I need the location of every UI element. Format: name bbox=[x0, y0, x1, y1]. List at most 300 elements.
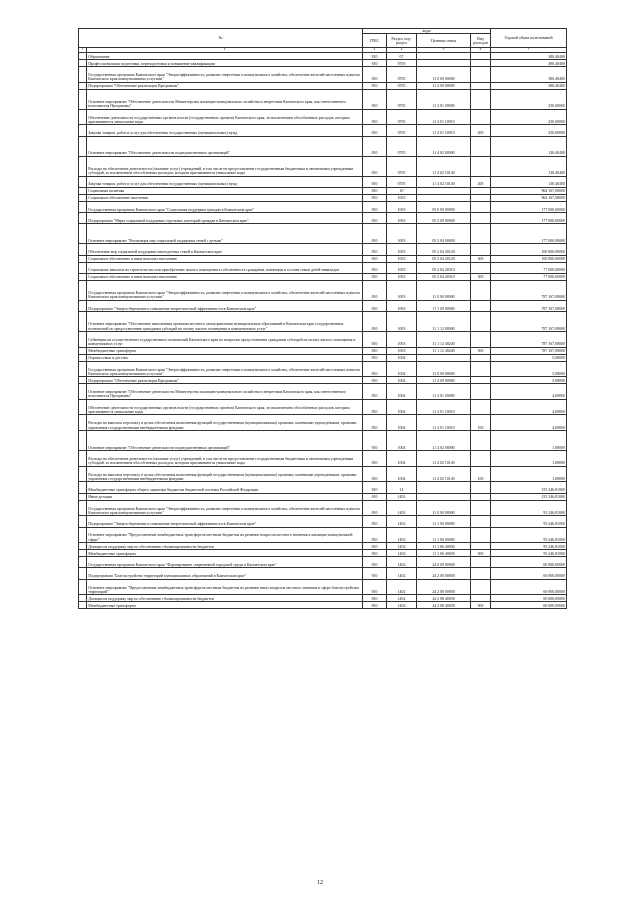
row-section: 1402 bbox=[387, 516, 417, 527]
row-amount: 250,00000 bbox=[491, 89, 567, 109]
row-index bbox=[79, 500, 87, 516]
col-num-2: 4 bbox=[87, 48, 363, 53]
row-name: Обеспечение мер социальной поддержки многодетных семей в Камчатском крае bbox=[87, 244, 363, 255]
row-amount: 1,08000 bbox=[491, 451, 567, 467]
row-section: 1402 bbox=[387, 527, 417, 543]
row-target: 11 1 00 00000 bbox=[417, 300, 471, 311]
row-target: 11 0 00 00000 bbox=[417, 361, 471, 377]
budget-table-page bbox=[78, 28, 566, 609]
row-vid bbox=[471, 262, 491, 273]
row-grbs: 810 bbox=[363, 125, 387, 136]
row-section: 1003 bbox=[387, 201, 417, 212]
row-amount: 964 167,08000 bbox=[491, 187, 567, 194]
row-vid bbox=[471, 543, 491, 550]
row-amount: 130,40400 bbox=[491, 136, 567, 156]
row-amount: 177 000,00000 bbox=[491, 201, 567, 212]
row-target: 05 2 04 00000 bbox=[417, 224, 471, 244]
row-grbs: 810 bbox=[363, 557, 387, 568]
table-row bbox=[79, 312, 567, 332]
row-target: 11 4 02 10140 bbox=[417, 466, 471, 482]
row-target: 05 2 04 20120 bbox=[417, 244, 471, 255]
row-index bbox=[79, 602, 87, 609]
row-name: Образование bbox=[87, 53, 363, 60]
table-row bbox=[79, 557, 567, 568]
col-num-6: 6 bbox=[471, 48, 491, 53]
table-row bbox=[79, 109, 567, 125]
table-row bbox=[79, 156, 567, 176]
row-section: 0705 bbox=[387, 136, 417, 156]
row-target: 05 2 04 20310 bbox=[417, 273, 471, 280]
table-row bbox=[79, 125, 567, 136]
row-target bbox=[417, 482, 471, 493]
row-amount: 964 167,08000 bbox=[491, 194, 567, 201]
table-row bbox=[79, 415, 567, 431]
row-section: 1003 bbox=[387, 347, 417, 354]
row-section: 1004 bbox=[387, 399, 417, 415]
row-name: Подпрограмма "Обеспечение реализации Программы" bbox=[87, 377, 363, 384]
row-index bbox=[79, 109, 87, 125]
row-grbs: 810 bbox=[363, 262, 387, 273]
row-amount: 787 167,08000 bbox=[491, 280, 567, 300]
row-amount: 155 246,81000 bbox=[491, 493, 567, 500]
row-index bbox=[79, 332, 87, 348]
row-name: Обеспечение деятельности государственных органов власти (государственных органов) Камчатского края, за исключением обособленных расходов, которым присваиваются уникальные коды bbox=[87, 399, 363, 415]
row-index bbox=[79, 244, 87, 255]
row-vid: 200 bbox=[471, 176, 491, 187]
table-body bbox=[79, 53, 567, 609]
row-vid bbox=[471, 82, 491, 89]
row-amount: 250,00000 bbox=[491, 125, 567, 136]
row-name: Закупка товаров, работ и услуг для обеспечения государственных (муниципальных) нужд bbox=[87, 125, 363, 136]
row-section: 1402 bbox=[387, 493, 417, 500]
row-name: Государственная программа Камчатского края "Социальная поддержка граждан в Камчатском крае" bbox=[87, 201, 363, 212]
row-vid bbox=[471, 482, 491, 493]
row-vid bbox=[471, 156, 491, 176]
row-name: Дотации на поддержку мер по обеспечению сбалансированности бюджетов bbox=[87, 595, 363, 602]
row-vid bbox=[471, 244, 491, 255]
row-grbs: 810 bbox=[363, 89, 387, 109]
row-vid: 200 bbox=[471, 125, 491, 136]
row-section: 1402 bbox=[387, 602, 417, 609]
table-row bbox=[79, 361, 567, 377]
row-section: 1004 bbox=[387, 361, 417, 377]
row-amount: 130,40400 bbox=[491, 156, 567, 176]
row-index bbox=[79, 451, 87, 467]
row-grbs: 810 bbox=[363, 244, 387, 255]
row-name: Расходы на выплаты персоналу в целях обеспечения выполнения функций государственными (муниципальными) органами, казенными учреждениями, органами управления государственными внебюджетными фондами bbox=[87, 466, 363, 482]
row-index bbox=[79, 82, 87, 89]
row-grbs: 810 bbox=[363, 224, 387, 244]
row-index bbox=[79, 516, 87, 527]
row-target bbox=[417, 53, 471, 60]
row-section: 07 bbox=[387, 53, 417, 60]
row-name: Подпрограмма "Благоустройство территорий муниципальных образований в Камчатском крае" bbox=[87, 568, 363, 579]
row-grbs: 810 bbox=[363, 516, 387, 527]
row-index bbox=[79, 543, 87, 550]
row-section: 1402 bbox=[387, 557, 417, 568]
row-vid bbox=[471, 213, 491, 224]
row-target: 11 4 01 10010 bbox=[417, 125, 471, 136]
row-name: Межбюджетные трансферты общего характера бюджетам бюджетной системы Российской Федерации bbox=[87, 482, 363, 493]
row-section: 1003 bbox=[387, 300, 417, 311]
row-index bbox=[79, 550, 87, 557]
row-index bbox=[79, 595, 87, 602]
row-target: 11 1 12 40240 bbox=[417, 347, 471, 354]
row-vid bbox=[471, 451, 491, 467]
row-amount: 100 000,00000 bbox=[491, 244, 567, 255]
row-target: 05 2 00 00000 bbox=[417, 213, 471, 224]
row-target: 11 1 12 40240 bbox=[417, 332, 471, 348]
row-name: Межбюджетные трансферты bbox=[87, 602, 363, 609]
row-target: 11 4 02 10140 bbox=[417, 176, 471, 187]
row-amount: 1,08000 bbox=[491, 431, 567, 451]
row-index bbox=[79, 53, 87, 60]
table-row bbox=[79, 89, 567, 109]
row-name: Основное мероприятие "Обеспечение деятельности Министерства жилищно-коммунального хозяйства и энергетики Камчатского края, как ответственного исполнителя Программы" bbox=[87, 384, 363, 400]
row-index bbox=[79, 527, 87, 543]
table-row bbox=[79, 136, 567, 156]
row-vid bbox=[471, 595, 491, 602]
table-row bbox=[79, 602, 567, 609]
row-section: 0705 bbox=[387, 82, 417, 89]
table-row bbox=[79, 550, 567, 557]
row-amount: 60 000,00000 bbox=[491, 557, 567, 568]
row-index bbox=[79, 224, 87, 244]
row-target: 11 4 00 00000 bbox=[417, 377, 471, 384]
table-row bbox=[79, 493, 567, 500]
header-codes: коды bbox=[363, 29, 491, 34]
row-grbs: 810 bbox=[363, 156, 387, 176]
row-vid bbox=[471, 431, 491, 451]
row-index bbox=[79, 273, 87, 280]
row-index bbox=[79, 399, 87, 415]
row-section: 1003 bbox=[387, 312, 417, 332]
row-index bbox=[79, 201, 87, 212]
row-amount: 77 000,00000 bbox=[491, 273, 567, 280]
row-target: 11 4 01 10010 bbox=[417, 415, 471, 431]
row-grbs: 810 bbox=[363, 415, 387, 431]
row-grbs: 810 bbox=[363, 377, 387, 384]
row-name: Основное мероприятие "Реализация мер социальной поддержки семей с детьми" bbox=[87, 224, 363, 244]
row-section: 1402 bbox=[387, 543, 417, 550]
table-row bbox=[79, 67, 567, 83]
row-vid: 500 bbox=[471, 550, 491, 557]
row-section: 1003 bbox=[387, 332, 417, 348]
row-grbs: 810 bbox=[363, 201, 387, 212]
row-name: Социальное обеспечение и иные выплаты населению bbox=[87, 255, 363, 262]
row-target: 11 0 00 00000 bbox=[417, 67, 471, 83]
row-name: Подпрограмма "Энергосбережение и повышение энергетической эффективности в Камчатском крае" bbox=[87, 300, 363, 311]
row-amount: 250,00000 bbox=[491, 109, 567, 125]
row-amount: 380,40400 bbox=[491, 67, 567, 83]
row-target: 24 2 08 00000 bbox=[417, 579, 471, 595]
row-index bbox=[79, 262, 87, 273]
row-index bbox=[79, 213, 87, 224]
row-name: Межбюджетные трансферты bbox=[87, 347, 363, 354]
row-grbs: 810 bbox=[363, 550, 387, 557]
row-section: 1003 bbox=[387, 262, 417, 273]
row-section: 0705 bbox=[387, 176, 417, 187]
row-section: 1003 bbox=[387, 224, 417, 244]
table-row bbox=[79, 399, 567, 415]
row-index bbox=[79, 312, 87, 332]
col-num-5: 5 bbox=[417, 48, 471, 53]
row-grbs: 810 bbox=[363, 527, 387, 543]
row-vid bbox=[471, 109, 491, 125]
row-grbs: 810 bbox=[363, 136, 387, 156]
row-amount: 60 000,00000 bbox=[491, 602, 567, 609]
row-amount: 95 246,81000 bbox=[491, 550, 567, 557]
row-name: Государственная программа Камчатского края "Формирование современной городской среды в Камчатском крае" bbox=[87, 557, 363, 568]
row-grbs: 810 bbox=[363, 187, 387, 194]
row-index bbox=[79, 377, 87, 384]
table-row bbox=[79, 255, 567, 262]
table-row bbox=[79, 280, 567, 300]
row-amount: 77 000,00000 bbox=[491, 262, 567, 273]
table-row bbox=[79, 201, 567, 212]
row-name: Расходы на обеспечение деятельности (оказание услуг) учреждений, в том числе на предоставление государственным бюджетным и автономным учреждениям субсидий, за исключением обособленных расходов, которым присваиваются уникальные коды bbox=[87, 156, 363, 176]
row-amount: 787 167,08000 bbox=[491, 332, 567, 348]
row-vid bbox=[471, 384, 491, 400]
row-amount: 4,00000 bbox=[491, 399, 567, 415]
row-grbs: 810 bbox=[363, 579, 387, 595]
col-num-1: 1 bbox=[79, 48, 87, 53]
row-vid: 300 bbox=[471, 255, 491, 262]
row-name: Расходы на обеспечение деятельности (оказание услуг) учреждений, в том числе на предоставление государственным бюджетным и автономным учреждениям субсидий, за исключением обособленных расходов, которым присваиваются уникальные коды bbox=[87, 451, 363, 467]
table-row bbox=[79, 482, 567, 493]
row-amount: 95 246,81000 bbox=[491, 543, 567, 550]
row-vid: 300 bbox=[471, 273, 491, 280]
row-index bbox=[79, 89, 87, 109]
row-grbs: 810 bbox=[363, 273, 387, 280]
row-amount: 380,40400 bbox=[491, 82, 567, 89]
row-target: 11 4 01 10010 bbox=[417, 109, 471, 125]
row-section: 0705 bbox=[387, 156, 417, 176]
row-vid bbox=[471, 67, 491, 83]
table-row bbox=[79, 431, 567, 451]
row-vid bbox=[471, 332, 491, 348]
row-name: Основное мероприятие "Обеспечение деятельности подведомственных организаций" bbox=[87, 136, 363, 156]
row-section: 1003 bbox=[387, 244, 417, 255]
row-grbs: 810 bbox=[363, 255, 387, 262]
table-row bbox=[79, 53, 567, 60]
row-index bbox=[79, 125, 87, 136]
row-vid bbox=[471, 568, 491, 579]
col-num-3: 2 bbox=[363, 48, 387, 53]
row-vid bbox=[471, 361, 491, 377]
col-num-4: 4 bbox=[387, 48, 417, 53]
row-index bbox=[79, 431, 87, 451]
row-index bbox=[79, 361, 87, 377]
row-section: 1402 bbox=[387, 550, 417, 557]
table-row bbox=[79, 595, 567, 602]
row-amount: 95 246,81000 bbox=[491, 527, 567, 543]
row-vid bbox=[471, 136, 491, 156]
row-name: Расходы на выплаты персоналу в целях обеспечения выполнения функций государственными (муниципальными) органами, казенными учреждениями, органами управления государственными внебюджетными фондами bbox=[87, 415, 363, 431]
row-vid: 100 bbox=[471, 466, 491, 482]
row-index bbox=[79, 579, 87, 595]
row-target: 11 1 06 40030 bbox=[417, 550, 471, 557]
row-grbs: 810 bbox=[363, 493, 387, 500]
row-amount: 787 167,08000 bbox=[491, 347, 567, 354]
row-name: Иные дотации bbox=[87, 493, 363, 500]
row-grbs: 810 bbox=[363, 194, 387, 201]
row-grbs: 810 bbox=[363, 431, 387, 451]
row-section: 1004 bbox=[387, 431, 417, 451]
row-vid bbox=[471, 354, 491, 361]
row-name: Подпрограмма "Меры социальной поддержки отдельных категорий граждан в Камчатском крае" bbox=[87, 213, 363, 224]
row-vid bbox=[471, 312, 491, 332]
table-row bbox=[79, 176, 567, 187]
row-index bbox=[79, 354, 87, 361]
row-grbs: 810 bbox=[363, 451, 387, 467]
table-row bbox=[79, 244, 567, 255]
row-amount: 60 000,00000 bbox=[491, 579, 567, 595]
row-vid bbox=[471, 377, 491, 384]
row-grbs: 810 bbox=[363, 109, 387, 125]
table-row bbox=[79, 579, 567, 595]
row-amount: 95 246,81000 bbox=[491, 516, 567, 527]
row-section: 1004 bbox=[387, 377, 417, 384]
row-name: Охрана семьи и детства bbox=[87, 354, 363, 361]
row-target: 11 4 01 10010 bbox=[417, 399, 471, 415]
row-index bbox=[79, 300, 87, 311]
row-grbs: 810 bbox=[363, 384, 387, 400]
row-section: 1003 bbox=[387, 280, 417, 300]
row-grbs: 810 bbox=[363, 332, 387, 348]
row-target: 11 4 01 00000 bbox=[417, 89, 471, 109]
table-row bbox=[79, 500, 567, 516]
table-row bbox=[79, 568, 567, 579]
row-index bbox=[79, 176, 87, 187]
row-amount: 5,08000 bbox=[491, 377, 567, 384]
table-row bbox=[79, 451, 567, 467]
row-vid bbox=[471, 201, 491, 212]
row-section: 1004 bbox=[387, 415, 417, 431]
table-row bbox=[79, 262, 567, 273]
row-grbs: 810 bbox=[363, 67, 387, 83]
row-target: 05 2 04 20120 bbox=[417, 255, 471, 262]
row-amount: 155 246,81000 bbox=[491, 482, 567, 493]
table-row bbox=[79, 384, 567, 400]
header-vid: Вид расходов bbox=[471, 34, 491, 48]
row-section: 1003 bbox=[387, 213, 417, 224]
row-target: 11 4 01 00000 bbox=[417, 384, 471, 400]
row-target: 11 1 06 40030 bbox=[417, 543, 471, 550]
row-target bbox=[417, 60, 471, 67]
table-row bbox=[79, 187, 567, 194]
row-index bbox=[79, 67, 87, 83]
row-name: Основное мероприятие "Предоставление межбюджетных трансфертов местным бюджетам на решение вопросов местного значения в жилищно-коммунальной сфере" bbox=[87, 527, 363, 543]
row-index bbox=[79, 136, 87, 156]
row-section: 0705 bbox=[387, 89, 417, 109]
row-section: 10 bbox=[387, 187, 417, 194]
header-total: Годовой объем ассигнований bbox=[491, 29, 567, 48]
row-section: 0705 bbox=[387, 60, 417, 67]
row-grbs: 810 bbox=[363, 280, 387, 300]
row-grbs: 810 bbox=[363, 543, 387, 550]
row-vid bbox=[471, 194, 491, 201]
table-row bbox=[79, 543, 567, 550]
row-index bbox=[79, 557, 87, 568]
row-grbs: 810 bbox=[363, 500, 387, 516]
table-row bbox=[79, 354, 567, 361]
row-target: 05 2 04 20310 bbox=[417, 262, 471, 273]
row-section: 1004 bbox=[387, 466, 417, 482]
table-row bbox=[79, 82, 567, 89]
row-grbs: 810 bbox=[363, 361, 387, 377]
row-amount: 177 000,00000 bbox=[491, 213, 567, 224]
row-amount: 95 246,81000 bbox=[491, 500, 567, 516]
row-target: 24 2 08 40030 bbox=[417, 595, 471, 602]
row-index bbox=[79, 255, 87, 262]
header-target: Целевая статья bbox=[417, 34, 471, 48]
row-amount: 60 000,00000 bbox=[491, 595, 567, 602]
row-vid bbox=[471, 280, 491, 300]
header-section: Раздел, под-раздел bbox=[387, 34, 417, 48]
row-amount: 787 167,08000 bbox=[491, 300, 567, 311]
row-name: Основное мероприятие "Обеспечение деятельности подведомственных организаций" bbox=[87, 431, 363, 451]
row-name: Обеспечение деятельности государственных органов власти (государственных органов) Камчатского края, за исключением обособленных расходов, которым присваиваются уникальные коды bbox=[87, 109, 363, 125]
row-index bbox=[79, 280, 87, 300]
row-vid: 100 bbox=[471, 415, 491, 431]
table-row bbox=[79, 332, 567, 348]
row-target bbox=[417, 493, 471, 500]
table-row bbox=[79, 213, 567, 224]
row-grbs: 810 bbox=[363, 82, 387, 89]
row-name: Основное мероприятие "Обеспечение деятельности Министерства жилищно-коммунального хозяйства и энергетики Камчатского края, как ответственного исполнителя Программы" bbox=[87, 89, 363, 109]
table-row bbox=[79, 60, 567, 67]
row-target: 11 0 00 00000 bbox=[417, 500, 471, 516]
row-vid bbox=[471, 516, 491, 527]
row-index bbox=[79, 568, 87, 579]
row-section: 1402 bbox=[387, 500, 417, 516]
row-name: Дотации на поддержку мер по обеспечению сбалансированности бюджетов bbox=[87, 543, 363, 550]
row-name: Государственная программа Камчатского края "Энергоэффективность, развитие энергетики и коммунального хозяйства, обеспечение жителей населенных пунктов Камчатского края коммунальными услугами" bbox=[87, 280, 363, 300]
table-row bbox=[79, 527, 567, 543]
row-name: Социальное обеспечение и иные выплаты населению bbox=[87, 273, 363, 280]
row-grbs: 810 bbox=[363, 213, 387, 224]
row-index bbox=[79, 60, 87, 67]
row-target: 11 0 00 00000 bbox=[417, 280, 471, 300]
row-section: 14 bbox=[387, 482, 417, 493]
row-grbs: 810 bbox=[363, 568, 387, 579]
row-target: 24 2 08 40030 bbox=[417, 602, 471, 609]
row-vid bbox=[471, 187, 491, 194]
row-vid bbox=[471, 60, 491, 67]
row-section: 1003 bbox=[387, 255, 417, 262]
row-section: 1004 bbox=[387, 354, 417, 361]
row-name: Подпрограмма "Энергосбережение и повышение энергетической эффективности в Камчатском крае" bbox=[87, 516, 363, 527]
row-target: 05 0 00 00000 bbox=[417, 201, 471, 212]
row-name: Социальное обеспечение населения bbox=[87, 194, 363, 201]
row-grbs: 810 bbox=[363, 354, 387, 361]
row-name: Профессиональная подготовка, переподготовка и повышение квалификации bbox=[87, 60, 363, 67]
row-index bbox=[79, 156, 87, 176]
row-target bbox=[417, 194, 471, 201]
row-section: 0705 bbox=[387, 109, 417, 125]
row-target bbox=[417, 354, 471, 361]
row-name: Закупка товаров, работ и услуг для обеспечения государственных (муниципальных) нужд bbox=[87, 176, 363, 187]
row-grbs: 810 bbox=[363, 595, 387, 602]
table-row bbox=[79, 516, 567, 527]
row-amount: 1,08000 bbox=[491, 466, 567, 482]
row-amount: 130,40400 bbox=[491, 176, 567, 187]
table-row bbox=[79, 273, 567, 280]
row-vid: 500 bbox=[471, 347, 491, 354]
row-vid bbox=[471, 493, 491, 500]
row-section: 1003 bbox=[387, 194, 417, 201]
